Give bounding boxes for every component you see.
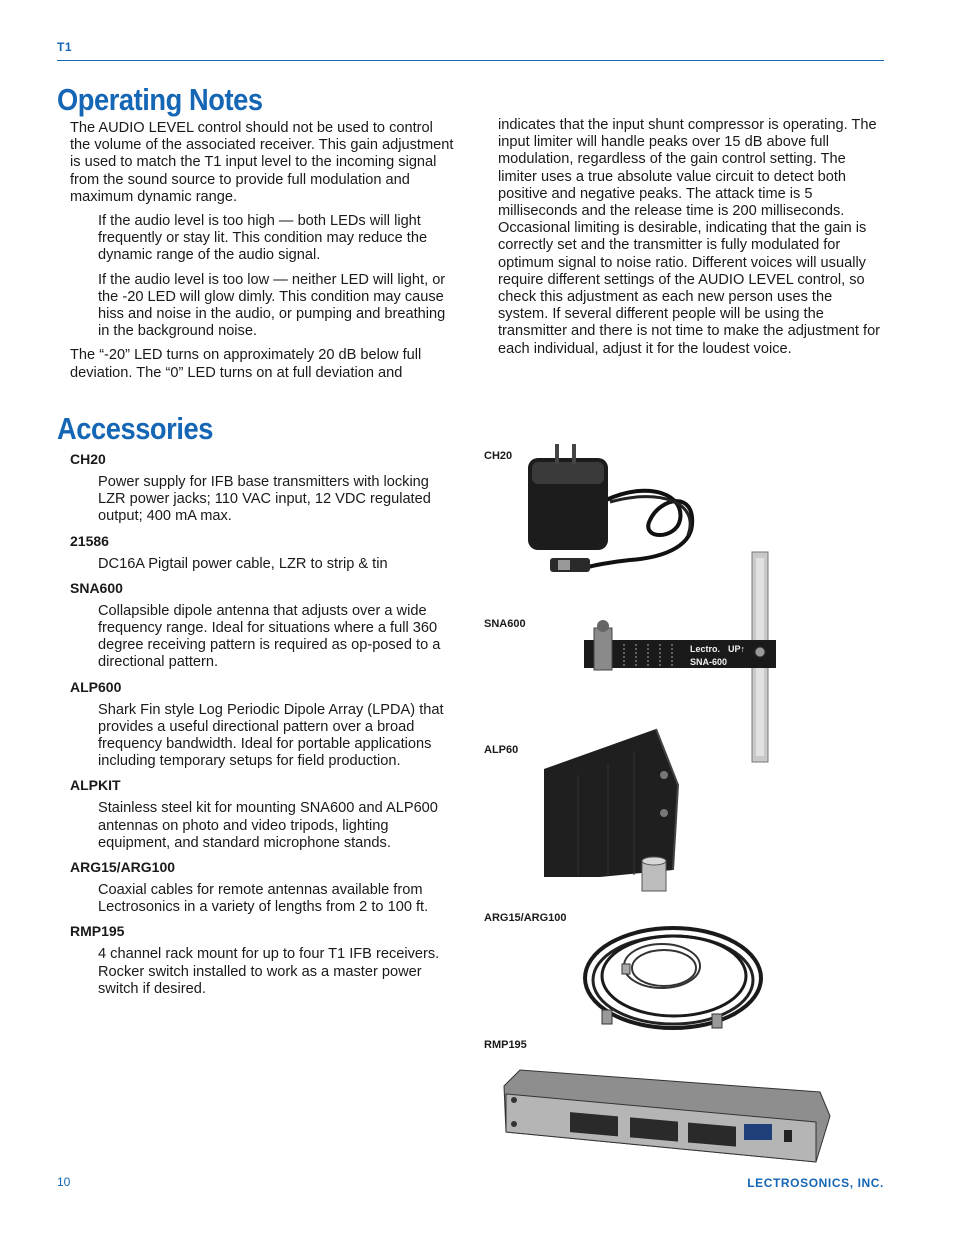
operating-paragraph-1: The AUDIO LEVEL control should not be used to control the volume of the associated receiver. This gain adjustment is used to match the T1 input level to the incoming signal from the sound source to provide full modulation and maximum dynamic range. bbox=[70, 120, 454, 205]
footer-page-number: 10 bbox=[57, 1175, 71, 1189]
accessory-name: ALP600 bbox=[70, 678, 122, 695]
accessory-name: SNA600 bbox=[70, 579, 123, 596]
accessories-list bbox=[70, 451, 455, 998]
accessory-item bbox=[70, 679, 455, 771]
header-rule bbox=[57, 60, 884, 61]
sna600-brand-text: Lectro. bbox=[690, 644, 721, 654]
header-tag: T1 bbox=[57, 40, 73, 54]
caption-ch20: CH20 bbox=[484, 450, 513, 462]
footer-company: LECTROSONICS, INC. bbox=[747, 1176, 884, 1190]
accessory-desc: Power supply for IFB base transmitters with locking LZR power jacks; 110 VAC input, 12 VDC regulated output; 400 mA max. bbox=[98, 474, 431, 525]
accessory-name: 21586 bbox=[70, 532, 109, 549]
accessory-name: RMP195 bbox=[70, 923, 125, 940]
operating-paragraph-3: If the audio level is too low — neither LED will light, or the -20 LED will glow dimly. This condition may cause hiss and noise in the audio, or pumping and breathing in the background noise. bbox=[98, 271, 446, 340]
operating-paragraph-5: indicates that the input shunt compressor is operating. The input limiter will handle peaks over 15 dB above full modulation, regardless of the gain control setting. The limiter uses a true absolute value circuit to detect both positive and negative peaks. The attack time is 5 milliseconds and the release time is 200 milliseconds. Occasional limiting is desirable, indicating that the gain is correctly set and the transmitter is fully modulated for optimum signal to noise ratio. Different voices will usually require different settings of the AUDIO LEVEL control, so check this adjustment as each new person uses the system. If several different people will be using the transmitter and there is not time to make the adjustment for each individual, adjust it for the loudest voice. bbox=[498, 117, 881, 357]
caption-sna600: SNA600 bbox=[484, 618, 526, 630]
accessory-name: ARG15/ARG100 bbox=[70, 859, 176, 876]
accessory-item bbox=[70, 451, 455, 526]
alp600-antenna-image bbox=[538, 725, 688, 900]
operating-notes-title: Operating Notes bbox=[57, 82, 263, 117]
operating-paragraph-4: The “-20” LED turns on approximately 20 dB below full deviation. The “0” LED turns on at full deviation and bbox=[70, 347, 422, 381]
accessory-desc: DC16A Pigtail power cable, LZR to strip & tin bbox=[98, 555, 388, 572]
accessory-name: ALPKIT bbox=[70, 777, 121, 794]
accessory-desc: Collapsible dipole antenna that adjusts over a wide frequency range. Ideal for situations where a full 360 degree receiving pattern is required as op-posed to a directional pattern. bbox=[98, 602, 441, 671]
accessory-desc: Coaxial cables for remote antennas available from Lectrosonics in a variety of lengths from 2 to 100 ft. bbox=[98, 882, 429, 916]
accessory-desc: 4 channel rack mount for up to four T1 IFB receivers. Rocker switch installed to work as a master power switch if desired. bbox=[98, 946, 440, 997]
rmp195-rack-mount-image bbox=[500, 1066, 834, 1168]
caption-alp600: ALP60 bbox=[484, 744, 519, 756]
accessory-desc: Stainless steel kit for mounting SNA600 and ALP600 antennas on photo and video tripods, lighting equipment, and standard microphone stands. bbox=[98, 800, 438, 851]
sna600-up-text: UP↑ bbox=[728, 644, 746, 654]
accessory-item bbox=[70, 859, 455, 916]
caption-arg: ARG15/ARG100 bbox=[484, 912, 567, 924]
accessory-item bbox=[70, 923, 455, 998]
arg-coax-cable-image bbox=[578, 918, 768, 1038]
accessory-item bbox=[70, 533, 455, 573]
operating-paragraph-2: If the audio level is too high — both LEDs will light frequently or stay lit. This condition may reduce the dynamic range of the audio signal. bbox=[98, 213, 428, 264]
sna600-model-text: SNA-600 bbox=[690, 657, 728, 667]
accessory-desc: Shark Fin style Log Periodic Dipole Array (LPDA) that provides a useful directional pattern over a broad frequency bandwidth. Ideal for portable applications including temporary setups for field production. bbox=[98, 701, 444, 770]
accessory-item bbox=[70, 777, 455, 852]
accessory-item bbox=[70, 580, 455, 672]
accessories-title: Accessories bbox=[57, 411, 213, 446]
accessory-name: CH20 bbox=[70, 451, 106, 467]
operating-col-right bbox=[498, 117, 886, 358]
operating-col-left bbox=[70, 120, 455, 382]
caption-rmp195: RMP195 bbox=[484, 1039, 527, 1051]
